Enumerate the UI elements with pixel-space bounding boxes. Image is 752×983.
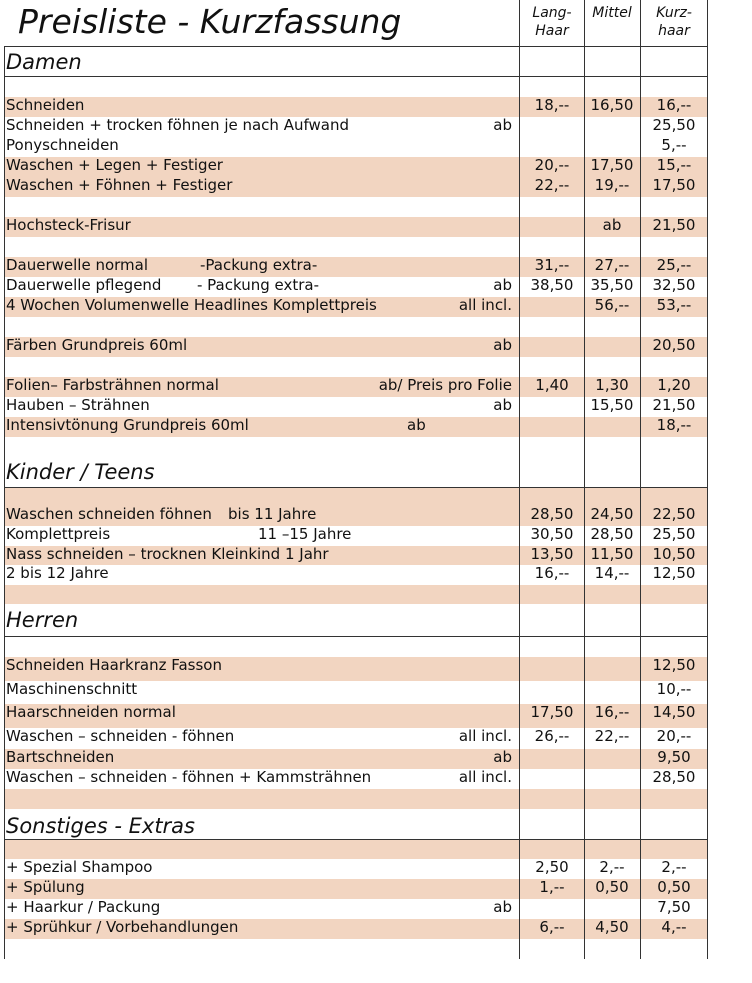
column-header-lang-haar (520, 4, 584, 40)
horizontal-rule (4, 46, 708, 47)
item-detail: ab (407, 416, 426, 434)
item-label: Waschen + Föhnen + Festiger (6, 176, 233, 194)
price-lang-haar: 2,50 (535, 858, 569, 876)
price-mittel: 16,50 (590, 96, 634, 114)
item-label: Hochsteck-Frisur (6, 216, 131, 234)
price-kurzhaar: 10,50 (652, 545, 696, 563)
item-label: Nass schneiden – trocknen Kleinkind 1 Jahr (6, 545, 329, 563)
price-kurzhaar: 21,50 (652, 216, 696, 234)
price-mittel: 16,-- (594, 703, 630, 721)
row-stripe (5, 585, 708, 604)
column-header-kurzhaar-text: Kurz- haar (656, 5, 692, 39)
item-label: Schneiden Haarkranz Fasson (6, 656, 222, 674)
item-detail: - Packung extra- (197, 276, 320, 294)
column-rule (707, 0, 708, 959)
item-label: Waschen schneiden föhnen (6, 505, 212, 523)
section-title: Kinder / Teens (6, 460, 155, 484)
price-lang-haar: 31,-- (534, 256, 570, 274)
price-mittel: 35,50 (590, 276, 634, 294)
price-lang-haar: 17,50 (530, 703, 574, 721)
item-note: ab (493, 336, 512, 354)
price-mittel: 24,50 (590, 505, 634, 523)
price-lang-haar: 18,-- (534, 96, 570, 114)
price-kurzhaar: 25,50 (652, 525, 696, 543)
item-detail: bis 11 Jahre (228, 505, 317, 523)
column-rule (584, 0, 585, 959)
item-label: Waschen + Legen + Festiger (6, 156, 223, 174)
price-kurzhaar: 16,-- (656, 96, 692, 114)
price-lang-haar: 38,50 (530, 276, 574, 294)
item-label: + Haarkur / Packung (6, 898, 161, 916)
price-lang-haar: 1,40 (535, 376, 569, 394)
item-label: Waschen – schneiden - föhnen + Kammsträhnen (6, 768, 372, 786)
price-kurzhaar: 32,50 (652, 276, 696, 294)
page-title: Preisliste - Kurzfassung (18, 2, 402, 41)
price-lang-haar: 6,-- (539, 918, 565, 936)
item-label: 2 bis 12 Jahre (6, 564, 109, 582)
column-rule (4, 46, 5, 959)
price-lang-haar: 26,-- (534, 727, 570, 745)
price-mittel: 15,50 (590, 396, 634, 414)
price-kurzhaar: 20,-- (656, 727, 692, 745)
price-mittel: 28,50 (590, 525, 634, 543)
item-note: ab/ Preis pro Folie (378, 376, 512, 394)
price-lang-haar: 30,50 (530, 525, 574, 543)
section-title: Herren (6, 608, 79, 632)
price-kurzhaar: 25,-- (656, 256, 692, 274)
item-note: ab (493, 116, 512, 134)
item-label: + Spülung (6, 878, 85, 896)
price-kurzhaar: 7,50 (657, 898, 691, 916)
price-mittel: 19,-- (594, 176, 630, 194)
row-stripe (5, 839, 708, 859)
price-kurzhaar: 12,50 (652, 564, 696, 582)
price-kurzhaar: 53,-- (656, 296, 692, 314)
price-mittel: 11,50 (590, 545, 634, 563)
row-stripe (5, 487, 708, 506)
section-title: Sonstiges - Extras (6, 814, 195, 838)
item-note: ab (493, 396, 512, 414)
price-kurzhaar: 22,50 (652, 505, 696, 523)
price-mittel: 27,-- (594, 256, 630, 274)
item-label: Schneiden (6, 96, 85, 114)
item-label: Komplettpreis (6, 525, 111, 543)
price-kurzhaar: 12,50 (652, 656, 696, 674)
item-note: all incl. (458, 727, 512, 745)
item-detail: 11 –15 Jahre (258, 525, 352, 543)
item-note: ab (493, 276, 512, 294)
price-kurzhaar: 14,50 (652, 703, 696, 721)
item-label: Maschinenschnitt (6, 680, 138, 698)
price-kurzhaar: 17,50 (652, 176, 696, 194)
price-mittel: 0,50 (595, 878, 629, 896)
price-mittel: 14,-- (594, 564, 630, 582)
item-label: Folien– Farbsträhnen normal (6, 376, 219, 394)
item-label: Haarschneiden normal (6, 703, 176, 721)
item-label: Färben Grundpreis 60ml (6, 336, 188, 354)
price-lang-haar: 20,-- (534, 156, 570, 174)
price-lang-haar: 28,50 (530, 505, 574, 523)
price-kurzhaar: 21,50 (652, 396, 696, 414)
column-header-mittel (584, 4, 640, 22)
price-mittel: 56,-- (594, 296, 630, 314)
price-kurzhaar: 2,-- (661, 858, 687, 876)
item-note: ab (493, 898, 512, 916)
item-label: Hauben – Strähnen (6, 396, 150, 414)
column-rule (640, 0, 641, 959)
price-mittel: 1,30 (595, 376, 629, 394)
price-kurzhaar: 25,50 (652, 116, 696, 134)
item-label: + Spezial Shampoo (6, 858, 153, 876)
horizontal-rule (4, 76, 708, 77)
column-header-lang-haar-text: Lang- Haar (532, 5, 572, 39)
price-kurzhaar: 1,20 (657, 376, 691, 394)
item-note: all incl. (458, 296, 512, 314)
price-lang-haar: 22,-- (534, 176, 570, 194)
price-kurzhaar: 15,-- (656, 156, 692, 174)
item-label: Dauerwelle normal (6, 256, 149, 274)
price-kurzhaar: 20,50 (652, 336, 696, 354)
item-note: ab (493, 748, 512, 766)
price-kurzhaar: 5,-- (661, 136, 687, 154)
item-label: + Sprühkur / Vorbehandlungen (6, 918, 239, 936)
item-label: Dauerwelle pflegend (6, 276, 162, 294)
item-label: Bartschneiden (6, 748, 115, 766)
item-label: 4 Wochen Volumenwelle Headlines Komplettpreis (6, 296, 377, 314)
price-mittel: 17,50 (590, 156, 634, 174)
price-kurzhaar: 9,50 (657, 748, 691, 766)
section-title: Damen (6, 50, 82, 74)
item-label: Intensivtönung Grundpreis 60ml (6, 416, 249, 434)
price-mittel: 4,50 (595, 918, 629, 936)
column-rule (519, 0, 520, 959)
price-mittel: 2,-- (599, 858, 625, 876)
item-label: Waschen – schneiden - föhnen (6, 727, 235, 745)
item-label: Schneiden + trocken föhnen je nach Aufwand (6, 116, 349, 134)
price-kurzhaar: 0,50 (657, 878, 691, 896)
price-lang-haar: 13,50 (530, 545, 574, 563)
price-kurzhaar: 18,-- (656, 416, 692, 434)
price-lang-haar: 1,-- (539, 878, 565, 896)
item-label: Ponyschneiden (6, 136, 119, 154)
price-mittel: ab (602, 216, 622, 234)
horizontal-rule (4, 839, 708, 840)
column-header-kurzhaar (640, 4, 708, 40)
horizontal-rule (4, 636, 708, 637)
item-detail: -Packung extra- (200, 256, 318, 274)
price-kurzhaar: 4,-- (661, 918, 687, 936)
price-lang-haar: 16,-- (534, 564, 570, 582)
price-kurzhaar: 28,50 (652, 768, 696, 786)
column-header-mittel-text: Mittel (592, 5, 632, 21)
horizontal-rule (4, 487, 708, 488)
price-mittel: 22,-- (594, 727, 630, 745)
price-kurzhaar: 10,-- (656, 680, 692, 698)
row-stripe (5, 789, 708, 809)
item-note: all incl. (458, 768, 512, 786)
